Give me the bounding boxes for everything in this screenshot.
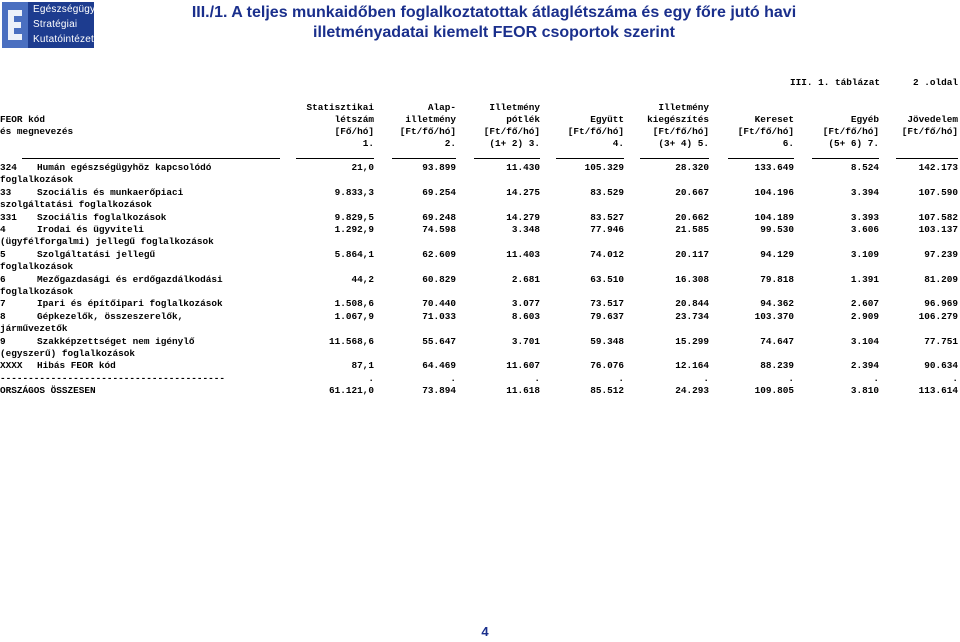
occupation-name: Szakképzettséget nem igénylő xyxy=(37,335,195,347)
column-header-label: 2. xyxy=(444,138,456,149)
logo-text-line: Egészségügyi xyxy=(33,4,98,15)
cell-value: 70.440 xyxy=(422,298,456,310)
cell-value: 9.833,3 xyxy=(334,186,374,198)
cell-value: 81.209 xyxy=(924,273,958,285)
separator-dot: . xyxy=(703,372,709,384)
cell-value: 69.248 xyxy=(422,211,456,223)
logo-text-line: Stratégiai xyxy=(33,19,78,30)
header-rule xyxy=(474,158,540,159)
cell-value: 3.606 xyxy=(850,224,879,235)
separator-dot: . xyxy=(618,372,624,384)
cell-value: 3.104 xyxy=(850,335,879,347)
cell-value: 142.173 xyxy=(918,162,958,173)
column-header-label: létszám xyxy=(334,114,374,125)
cell-value: 11.403 xyxy=(506,248,540,260)
cell-value: 1.067,9 xyxy=(334,310,374,322)
feor-code: 324 xyxy=(0,162,17,173)
cell-value: 2.607 xyxy=(850,298,879,310)
cell-value: 2.394 xyxy=(850,360,879,372)
feor-code: 331 xyxy=(0,211,17,223)
cell-value: 79.637 xyxy=(590,310,624,322)
cell-value: 3.394 xyxy=(850,186,879,198)
cell-value: 16.308 xyxy=(675,273,709,285)
cell-value: 83.529 xyxy=(590,186,624,198)
feor-code: 7 xyxy=(0,298,6,310)
occupation-name: Humán egészségügyhöz kapcsolódó xyxy=(37,162,212,173)
total-value: 3.810 xyxy=(850,385,879,397)
cell-value: 93.899 xyxy=(422,162,456,173)
cell-value: 2.681 xyxy=(511,273,540,285)
column-header-label: [Ft/fő/hó] xyxy=(399,126,456,137)
cell-value: 77.751 xyxy=(924,335,958,347)
total-value: 113.614 xyxy=(918,385,958,397)
cell-value: 133.649 xyxy=(754,162,794,173)
cell-value: 3.393 xyxy=(850,211,879,223)
occupation-name: Mezőgazdasági és erdőgazdálkodási xyxy=(37,273,223,285)
cell-value: 20.117 xyxy=(675,248,709,260)
column-header-label: pótlék xyxy=(506,114,540,125)
occupation-name-continued: foglalkozások xyxy=(0,174,74,186)
separator-dot: . xyxy=(952,372,958,384)
feor-code: 5 xyxy=(0,248,6,260)
cell-value: 106.279 xyxy=(918,310,958,322)
cell-value: 107.582 xyxy=(918,211,958,223)
cell-value: 94.129 xyxy=(760,248,794,260)
cell-value: 1.292,9 xyxy=(334,224,374,235)
column-header-label: (5+ 6) 7. xyxy=(828,138,879,149)
cell-value: 79.818 xyxy=(760,273,794,285)
feor-code: 9 xyxy=(0,335,6,347)
total-value: 85.512 xyxy=(590,385,624,397)
column-header-label: Jövedelem xyxy=(907,114,958,125)
cell-value: 3.109 xyxy=(850,248,879,260)
column-header-label: Kereset xyxy=(754,114,794,125)
total-value: 109.805 xyxy=(754,385,794,397)
column-header-label: [Ft/fő/hó] xyxy=(737,126,794,137)
total-label: ORSZÁGOS ÖSSZESEN xyxy=(0,385,96,397)
feor-header-label: és megnevezés xyxy=(0,126,74,137)
column-header-label: Illetmény xyxy=(658,102,709,113)
header-rule xyxy=(22,158,280,159)
cell-value: 73.517 xyxy=(590,298,624,310)
cell-value: 44,2 xyxy=(351,273,374,285)
column-header-label: [Ft/fő/hó] xyxy=(652,126,709,137)
occupation-name-continued: (ügyfélforgalmi) jellegű foglalkozások xyxy=(0,236,214,248)
total-value: 73.894 xyxy=(422,385,456,397)
column-header-label: Alap- xyxy=(427,102,456,113)
cell-value: 90.634 xyxy=(924,360,958,372)
column-header-label: [Ft/fő/hó] xyxy=(567,126,624,137)
column-header-label: (1+ 2) 3. xyxy=(489,138,540,149)
column-header-label: [Ft/fő/hó] xyxy=(822,126,879,137)
cell-value: 74.647 xyxy=(760,335,794,347)
page-title-line: illetményadatai kiemelt FEOR csoportok szerint xyxy=(313,24,675,41)
column-header-label: [Ft/fő/hó] xyxy=(901,126,958,137)
cell-value: 3.348 xyxy=(511,224,540,235)
column-header-label: [Ft/fő/hó] xyxy=(483,126,540,137)
cell-value: 74.598 xyxy=(422,224,456,235)
cell-value: 20.667 xyxy=(675,186,709,198)
cell-value: 107.590 xyxy=(918,186,958,198)
total-value: 61.121,0 xyxy=(328,385,374,397)
cell-value: 1.391 xyxy=(850,273,879,285)
cell-value: 63.510 xyxy=(590,273,624,285)
cell-value: 103.370 xyxy=(754,310,794,322)
feor-code: 6 xyxy=(0,273,6,285)
header-rule xyxy=(392,158,456,159)
column-header-label: Egyéb xyxy=(850,114,879,125)
cell-value: 103.137 xyxy=(918,224,958,235)
column-header-label: 4. xyxy=(612,138,624,149)
sheet-page-label: 2 .oldal xyxy=(912,77,958,88)
cell-value: 87,1 xyxy=(351,360,374,372)
cell-value: 8.524 xyxy=(850,162,879,173)
institute-logo xyxy=(2,2,98,48)
cell-value: 11.430 xyxy=(506,162,540,173)
cell-value: 96.969 xyxy=(924,298,958,310)
total-value: 11.618 xyxy=(506,385,540,397)
header-rule xyxy=(640,158,709,159)
feor-code: 8 xyxy=(0,310,6,322)
cell-value: 11.607 xyxy=(506,360,540,372)
cell-value: 74.012 xyxy=(590,248,624,260)
occupation-name: Szolgáltatási jellegű xyxy=(37,248,156,260)
occupation-name: Ipari és építőipari foglalkozások xyxy=(37,298,223,310)
cell-value: 69.254 xyxy=(422,186,456,198)
cell-value: 60.829 xyxy=(422,273,456,285)
separator-dot: . xyxy=(368,372,374,384)
separator-dot: . xyxy=(788,372,794,384)
feor-code: 33 xyxy=(0,186,12,198)
cell-value: 3.077 xyxy=(511,298,540,310)
cell-value: 15.299 xyxy=(675,335,709,347)
cell-value: 94.362 xyxy=(760,298,794,310)
feor-header-label: FEOR kód xyxy=(0,114,46,125)
feor-code: 4 xyxy=(0,224,6,235)
table-reference: III. 1. táblázat xyxy=(789,77,880,88)
column-header-label: illetmény xyxy=(405,114,456,125)
cell-value: 55.647 xyxy=(422,335,456,347)
logo-text-line: Kutatóintézet xyxy=(33,34,94,45)
header-rule xyxy=(812,158,879,159)
column-header-label: kiegészítés xyxy=(647,114,709,125)
occupation-name: Gépkezelők, összeszerelők, xyxy=(37,310,184,322)
column-header-label: Illetmény xyxy=(489,102,540,113)
cell-value: 59.348 xyxy=(590,335,624,347)
page-number: 4 xyxy=(481,624,489,639)
cell-value: 3.701 xyxy=(511,335,540,347)
cell-value: 76.076 xyxy=(590,360,624,372)
cell-value: 83.527 xyxy=(590,211,624,223)
cell-value: 105.329 xyxy=(584,162,624,173)
column-header-label: 6. xyxy=(782,138,794,149)
separator-dot: . xyxy=(534,372,540,384)
cell-value: 5.864,1 xyxy=(334,248,374,260)
cell-value: 21.585 xyxy=(675,224,709,235)
page-title-line: III./1. A teljes munkaidőben foglalkoztatottak átlaglétszáma és egy főre jutó havi xyxy=(191,4,797,21)
cell-value: 99.530 xyxy=(760,224,794,235)
separator-dashes: ---------------------------------------- xyxy=(0,372,226,384)
separator-dot: . xyxy=(450,372,456,384)
occupation-name-continued: (egyszerű) foglalkozások xyxy=(0,348,136,359)
cell-value: 2.909 xyxy=(850,310,879,322)
cell-value: 8.603 xyxy=(511,310,540,322)
occupation-name: Hibás FEOR kód xyxy=(37,360,116,372)
header-rule xyxy=(556,158,624,159)
cell-value: 97.239 xyxy=(924,248,958,260)
cell-value: 64.469 xyxy=(422,360,456,372)
cell-value: 62.609 xyxy=(422,248,456,260)
cell-value: 104.196 xyxy=(754,186,794,198)
cell-value: 1.508,6 xyxy=(334,298,374,310)
column-header-label: [Fő/hó] xyxy=(334,126,374,137)
page-title xyxy=(184,3,804,43)
column-header-label: (3+ 4) 5. xyxy=(658,138,709,149)
occupation-name: Irodai és ügyviteli xyxy=(37,224,144,235)
header-rule xyxy=(728,158,794,159)
cell-value: 23.734 xyxy=(675,310,709,322)
occupation-name-continued: szolgáltatási foglalkozások xyxy=(0,199,152,211)
cell-value: 12.164 xyxy=(675,360,709,372)
occupation-name-continued: foglalkozások xyxy=(0,286,74,297)
cell-value: 77.946 xyxy=(590,224,624,235)
occupation-name-continued: járművezetők xyxy=(0,323,68,335)
occupation-name-continued: foglalkozások xyxy=(0,261,74,273)
column-header-label: Együtt xyxy=(590,114,624,125)
cell-value: 71.033 xyxy=(422,310,456,322)
cell-value: 20.662 xyxy=(675,211,709,223)
cell-value: 88.239 xyxy=(760,360,794,372)
separator-dot: . xyxy=(873,372,879,384)
header-rule xyxy=(296,158,374,159)
header-rule xyxy=(896,158,958,159)
occupation-name: Szociális és munkaerőpiaci xyxy=(37,186,184,198)
cell-value: 14.275 xyxy=(506,186,540,198)
cell-value: 104.189 xyxy=(754,211,794,223)
feor-code: XXXX xyxy=(0,360,23,372)
cell-value: 11.568,6 xyxy=(328,335,374,347)
cell-value: 20.844 xyxy=(675,298,709,310)
cell-value: 14.279 xyxy=(506,211,540,223)
column-header-label: 1. xyxy=(362,138,374,149)
occupation-name: Szociális foglalkozások xyxy=(37,211,167,223)
cell-value: 28.320 xyxy=(675,162,709,173)
total-value: 24.293 xyxy=(675,385,709,397)
column-header-label: Statisztikai xyxy=(306,102,374,113)
cell-value: 9.829,5 xyxy=(334,211,374,223)
cell-value: 21,0 xyxy=(351,162,374,173)
